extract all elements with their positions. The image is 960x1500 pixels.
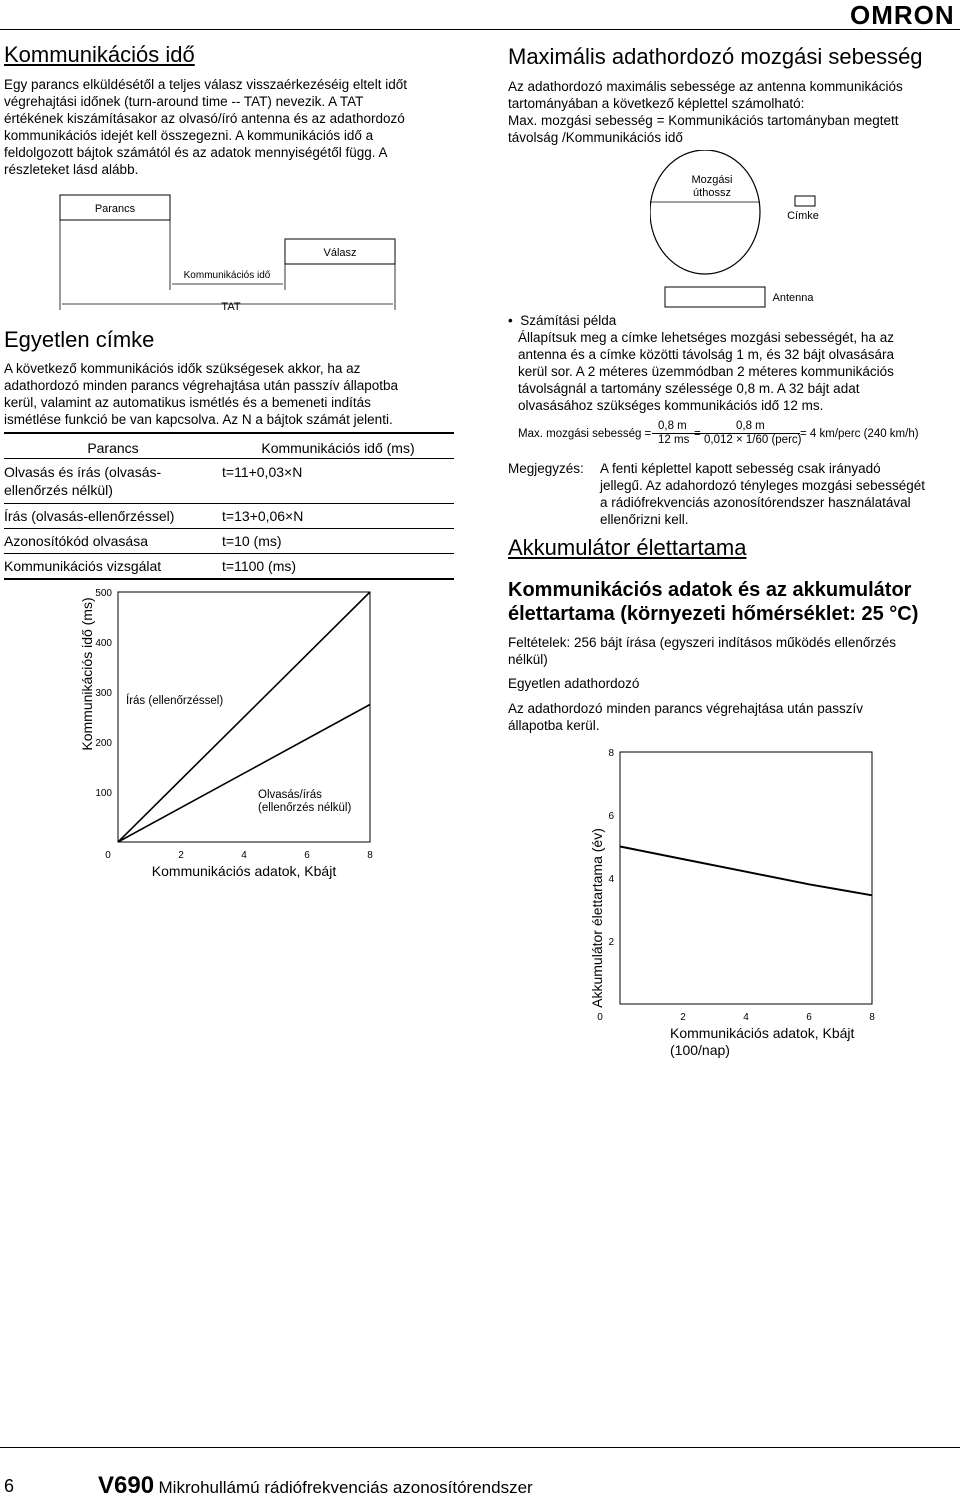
- formula-den: 12 ms: [658, 434, 690, 446]
- single-tag-text: [4, 360, 464, 428]
- x-tick-label: 6: [304, 850, 310, 861]
- text-line: Kommunikációs adatok és az akkumulátor: [508, 579, 912, 601]
- x-tick-label: 4: [743, 1012, 749, 1023]
- y-tick-label: 4: [608, 874, 614, 885]
- note-label: Megjegyzés:: [508, 461, 584, 476]
- conditions: [508, 634, 958, 668]
- x-axis-label-1: Kommunikációs adatok, Kbájt: [670, 1025, 855, 1041]
- text-line: adathordozó minden parancs végrehajtása után passzív állapotba: [4, 378, 399, 393]
- table-row: [4, 529, 454, 554]
- speed-text: [508, 78, 948, 146]
- y-tick-label: 300: [95, 688, 112, 699]
- formula-eq: =: [694, 428, 701, 440]
- range-diagram: [650, 150, 860, 315]
- bullet: •: [508, 313, 521, 328]
- timing-diagram: [0, 190, 470, 320]
- page-number: 6: [4, 1476, 15, 1496]
- y-axis-label: Kommunikációs idő (ms): [79, 597, 95, 751]
- range-ellipse: [650, 150, 760, 274]
- y-tick-label: 6: [608, 811, 614, 822]
- annotation-read-1: Olvasás/írás: [258, 789, 322, 801]
- y-tick-label: 2: [608, 937, 614, 948]
- text-line: Állapítsuk meg a címke lehetséges mozgási sebességét, ha az: [518, 330, 894, 345]
- table-header-row: [4, 434, 454, 459]
- text-line: ismétlése funkció be van kapcsolva. Az N a bájtok számát jelenti.: [4, 412, 393, 427]
- formula-lhs: Max. mozgási sebesség =: [518, 428, 652, 440]
- x-tick-label: 0: [597, 1012, 603, 1023]
- comm-time-chart: [60, 580, 400, 890]
- path-label-2: úthossz: [693, 187, 731, 199]
- speed-formula: [518, 420, 938, 454]
- plot-frame: [620, 752, 872, 1004]
- text-line: jellegű. Az adahordozó tényleges mozgási sebességét: [600, 478, 925, 493]
- x-axis-label: Kommunikációs adatok, Kbájt: [151, 863, 337, 879]
- table-cell: Kommunikációs vizsgálat: [4, 558, 162, 574]
- text-line: végrehajtási időnek (turn-around time -- TAT) nevezik. A TAT: [4, 94, 364, 109]
- x-tick-label: 4: [241, 850, 247, 861]
- table-cell: t=11+0,03×N: [222, 464, 303, 480]
- doc-title: Mikrohullámú rádiófrekvenciás azonosítórendszer: [158, 1478, 533, 1497]
- antenna-box: [665, 287, 765, 307]
- table-cell: ellenőrzés nélkül): [4, 482, 113, 498]
- text-line: értékének kiszámításakor az olvasó/író antenna és az adathordozó: [4, 111, 405, 126]
- y-tick-label: 500: [95, 588, 112, 599]
- text-line: olvasásához szükséges kommunikációs idő 12 ms.: [518, 398, 824, 413]
- y-tick-label: 400: [95, 638, 112, 649]
- comm-time-table: [4, 432, 454, 580]
- antenna-label: Antenna: [772, 292, 814, 304]
- text-line: Az adathordozó maximális sebessége az antenna kommunikációs: [508, 79, 903, 94]
- y-tick-label: 8: [608, 748, 614, 759]
- table-row: [4, 459, 454, 504]
- x-tick-label: 8: [869, 1012, 875, 1023]
- x-tick-label: 6: [806, 1012, 812, 1023]
- text-line: A fenti képlettel kapott sebesség csak irányadó: [600, 461, 881, 476]
- table-cell: Olvasás és írás (olvasás-: [4, 464, 162, 480]
- example-block: [508, 312, 948, 414]
- y-axis-label: Akkumulátor élettartama (év): [589, 828, 605, 1008]
- table-cell: Azonosítókód olvasása: [4, 533, 148, 549]
- parancs-label: Parancs: [94, 203, 136, 215]
- text-line: kommunikációs idejét kell összegezni. A kommunikációs idő a: [4, 128, 374, 143]
- tat-label: TAT: [221, 301, 241, 313]
- single-carrier: Egyetlen adathordozó: [508, 676, 640, 691]
- table-cell: t=13+0,06×N: [222, 508, 304, 524]
- comm-time-text: [4, 76, 464, 178]
- header-rule: [0, 29, 960, 30]
- table-cell: Írás (olvasás-ellenőrzéssel): [4, 508, 175, 524]
- text-line: a rádiófrekvenciás azonosítórendszer használatával: [600, 495, 911, 510]
- x-tick-label: 2: [178, 850, 184, 861]
- single-tag-title: Egyetlen címke: [4, 327, 155, 352]
- table-cell: t=1100 (ms): [222, 558, 297, 574]
- valasz-label: Válasz: [323, 247, 357, 259]
- y-tick-label: 200: [95, 738, 112, 749]
- table-header: Parancs: [87, 440, 139, 456]
- battery-life-chart: [580, 740, 910, 1060]
- komm-ido-label: Kommunikációs idő: [183, 270, 271, 281]
- text-line: állapotba kerül.: [508, 718, 600, 733]
- speed-title: Maximális adathordozó mozgási sebesség: [508, 44, 923, 69]
- x-axis-label-2: (100/nap): [670, 1042, 730, 1058]
- tag-label: Címke: [787, 210, 819, 222]
- note-block: [508, 460, 958, 528]
- table-cell: t=10 (ms): [222, 533, 282, 549]
- footer-rule: [0, 1447, 960, 1448]
- text-line: részleteket lásd alább.: [4, 162, 139, 177]
- path-label-1: Mozgási: [691, 174, 733, 186]
- text-line: Egy parancs elküldésétől a teljes válasz visszaérkezéséig eltelt időt: [4, 77, 407, 92]
- table-header: Kommunikációs idő (ms): [261, 440, 415, 456]
- tag-icon: [795, 196, 815, 206]
- text-line: nélkül): [508, 652, 548, 667]
- battery-title: Akkumulátor élettartama: [508, 535, 747, 560]
- omron-logo: OMRON: [850, 0, 955, 30]
- formula-den: 0,012 × 1/60 (perc): [704, 434, 802, 446]
- y-tick-label: 100: [95, 788, 112, 799]
- formula-result: = 4 km/perc (240 km/h): [800, 428, 919, 440]
- text-line: A következő kommunikációs idők szükségesek akkor, ha az: [4, 361, 361, 376]
- annotation-read-2: (ellenőrzés nélkül): [258, 802, 352, 814]
- text-line: feldolgozott bájtok számától és az adatok mennyiségétől függ. A: [4, 145, 388, 160]
- text-line: antenna és a címke közötti távolság 1 m, és 32 bájt olvasására: [518, 347, 894, 362]
- series-line-2: [118, 705, 370, 843]
- battery-subtitle: [508, 578, 918, 626]
- text-line: távolság /Kommunikációs idő: [508, 130, 683, 145]
- table-row: [4, 554, 454, 580]
- footer-title: [98, 1472, 533, 1500]
- x-tick-label: 8: [367, 850, 373, 861]
- passive-text: [508, 700, 958, 734]
- comm-time-title: Kommunikációs idő: [4, 42, 195, 67]
- text-line: Max. mozgási sebesség = Kommunikációs tartományban megtett: [508, 113, 899, 128]
- x-tick-label: 2: [680, 1012, 686, 1023]
- text-line: Feltételek: 256 bájt írása (egyszeri indításos működés ellenőrzés: [508, 635, 896, 650]
- formula-num: 0,8 m: [736, 420, 765, 432]
- example-title: Számítási példa: [520, 313, 617, 328]
- x-tick-label: 0: [105, 850, 111, 861]
- table-row: [4, 504, 454, 529]
- text-line: kerül sor. A 2 méteres üzemmódban 2 méteres kommunikációs: [518, 364, 894, 379]
- text-line: kerül, valamint az automatikus ismétlés és a bemeneti indítás: [4, 395, 371, 410]
- text-line: élettartama (környezeti hőmérséklet: 25 °C): [508, 603, 919, 625]
- annotation-write: Írás (ellenőrzéssel): [126, 695, 224, 707]
- text-line: távolságnál a tartomány szélessége 0,8 m. A 32 bájt adat: [518, 381, 860, 396]
- series-line-1: [620, 847, 872, 896]
- text-line: ellenőrizni kell.: [600, 512, 689, 527]
- text-line: Az adathordozó minden parancs végrehajtása után passzív: [508, 701, 863, 716]
- text-line: tartományában a következő képlettel számolható:: [508, 96, 805, 111]
- formula-num: 0,8 m: [658, 420, 687, 432]
- model-name: V690: [98, 1472, 155, 1499]
